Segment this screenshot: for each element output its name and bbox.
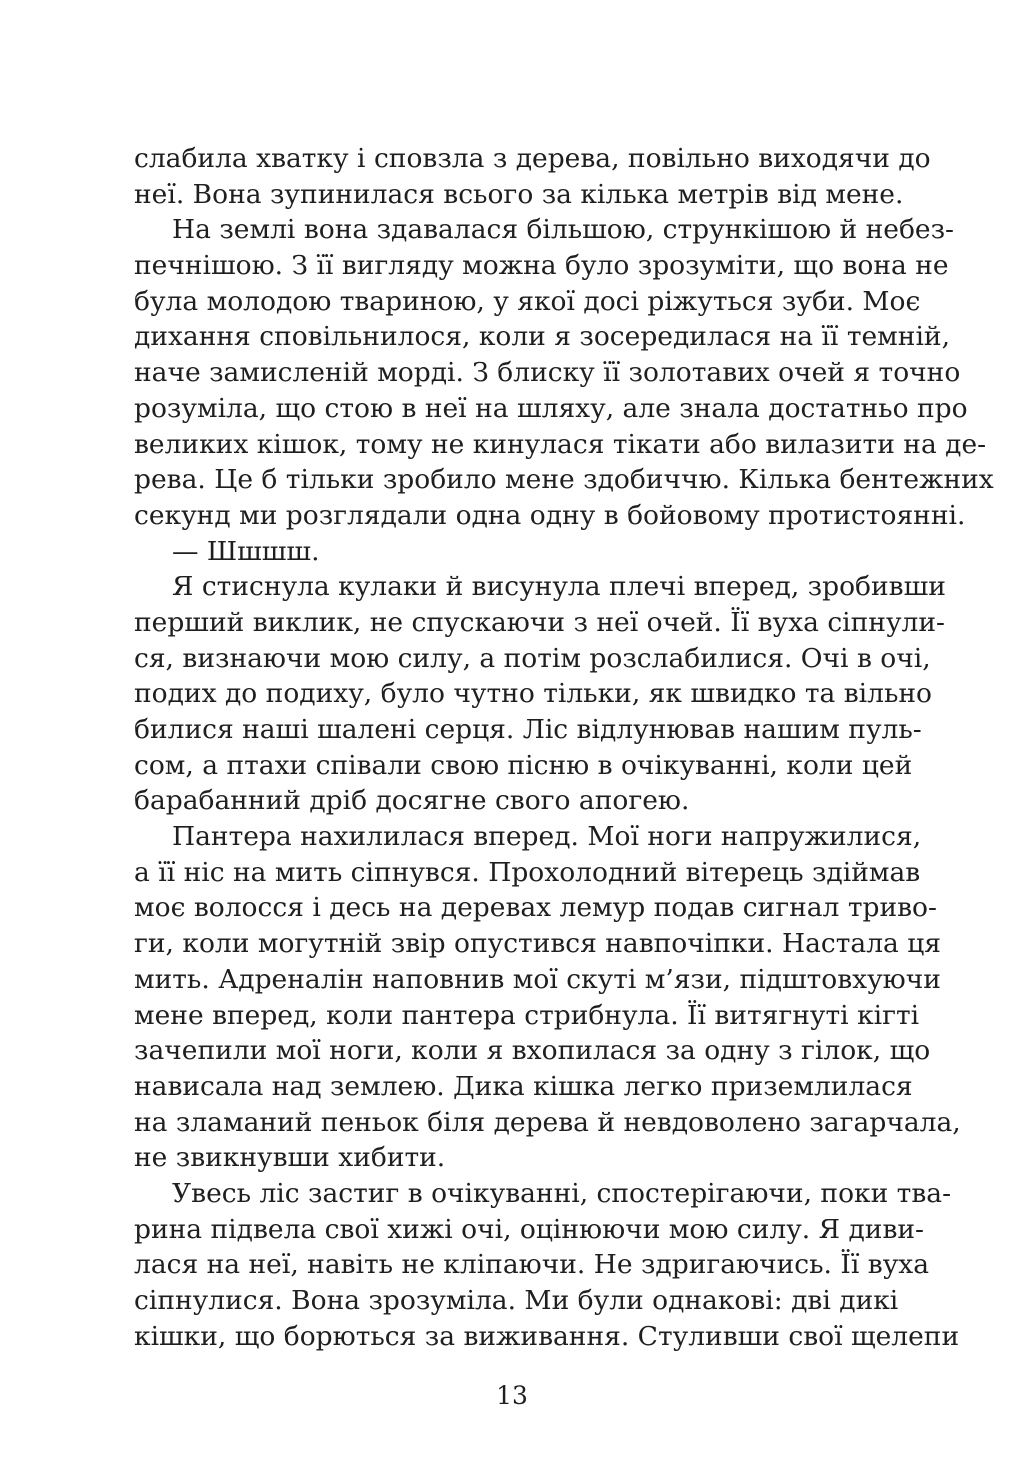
text-line: мене вперед, коли пантера стрибнула. Її витягнуті кігті: [134, 999, 920, 1031]
text-line: — Шшшш.: [172, 535, 320, 567]
page-text: [134, 141, 994, 1354]
text-line: рева. Це б тільки зробило мене здобиччю. Кілька бентежних: [134, 464, 994, 496]
text-line: Увесь ліс застиг в очікуванні, спостерігаючи, поки тва-: [172, 1177, 952, 1209]
text-line: секунд ми розглядали одна одну в бойовому протистоянні.: [134, 499, 966, 531]
text-line: ся, визнаючи мою силу, а потім розслабилися. Очі в очі,: [134, 642, 931, 674]
text-line: На землі вона здавалася більшою, стрункішою й небез-: [172, 214, 954, 246]
text-line: барабанний дріб досягне свого апогею.: [134, 785, 690, 817]
text-line: печнішою. З її вигляду можна було зрозуміти, що вона не: [134, 250, 949, 282]
page-number: 13: [496, 1381, 528, 1410]
text-line: неї. Вона зупинилася всього за кілька метрів від мене.: [134, 178, 904, 210]
text-line: на зламаний пеньок біля дерева й невдоволено загарчала,: [134, 1106, 961, 1138]
text-line: а її ніс на мить сіпнувся. Прохолодний вітерець здіймав: [134, 856, 921, 888]
text-line: зачепили мої ноги, коли я вхопилася за одну з гілок, що: [134, 1035, 931, 1067]
text-line: слабила хватку і сповзла з дерева, повільно виходячи до: [134, 143, 931, 174]
text-line: наче замисленій морді. З блиску її золотавих очей я точно: [134, 357, 961, 389]
text-line: рина підвела свої хижі очі, оцінюючи мою силу. Я диви-: [134, 1213, 924, 1245]
text-line: перший виклик, не спускаючи з неї очей. Її вуха сіпнули-: [134, 606, 946, 638]
text-line: розуміла, що стою в неї на шляху, але знала достатньо про: [134, 392, 968, 424]
text-line: не звикнувши хибити.: [134, 1142, 446, 1174]
text-line: великих кішок, тому не кинулася тікати або вилазити на де-: [134, 428, 987, 460]
text-line: ги, коли могутній звір опустився навпочіпки. Настала ця: [134, 928, 942, 960]
text-line: подих до подиху, було чутно тільки, як швидко та вільно: [134, 678, 933, 710]
text-line: Я стиснула кулаки й висунула плечі вперед, зробивши: [172, 571, 946, 603]
text-line: сіпнулися. Вона зрозуміла. Ми були однакові: дві дикі: [134, 1285, 899, 1316]
text-line: моє волосся і десь на деревах лемур подав сигнал триво-: [134, 892, 937, 924]
text-line: билися наші шалені серця. Ліс відлунював нашим пуль-: [134, 714, 922, 745]
text-line: кішки, що борються за виживання. Стуливши свої щелепи: [134, 1320, 960, 1352]
text-line: мить. Адреналін наповнив мої скуті м’язи, підштовхуючи: [134, 963, 941, 995]
text-line: дихання сповільнилося, коли я зосередилася на її темній,: [134, 321, 951, 353]
text-line: була молодою твариною, у якої досі ріжуться зуби. Моє: [134, 285, 921, 317]
text-line: нависала над землею. Дика кішка легко приземлилася: [134, 1070, 913, 1102]
text-line: сом, а птахи співали свою пісню в очікуванні, коли цей: [134, 749, 913, 781]
text-line: лася на неї, навіть не кліпаючи. Не здригаючись. Її вуха: [134, 1249, 930, 1281]
text-line: Пантера нахилилася вперед. Мої ноги напружилися,: [172, 821, 922, 853]
